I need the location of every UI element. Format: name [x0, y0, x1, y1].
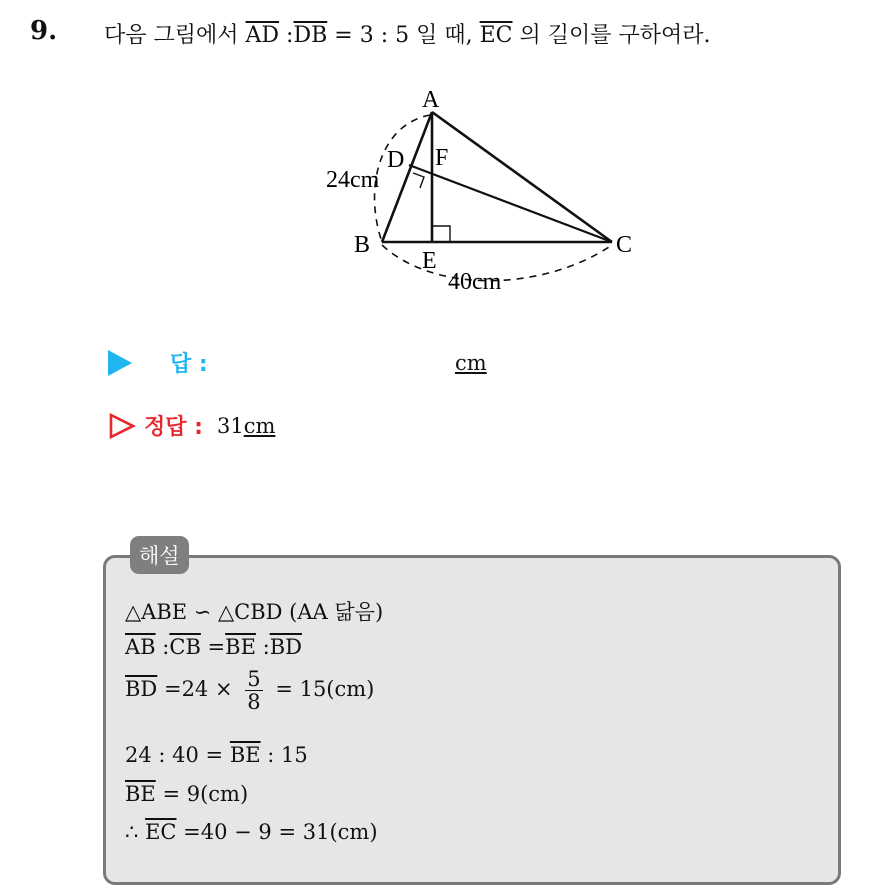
line3-pre: =24 × — [163, 677, 233, 701]
point-d: D — [387, 147, 405, 173]
triangle-figure — [316, 80, 656, 300]
right-angle-d — [413, 173, 424, 188]
segment-ad: $\overline{AD}$ — [245, 23, 280, 48]
side-ac — [432, 112, 612, 242]
solution-number: 31 — [216, 413, 244, 438]
arc-ab — [375, 115, 430, 242]
solution-row — [108, 410, 275, 441]
seg-bd: $\overline{BD}$ — [269, 635, 302, 659]
question-text — [104, 18, 711, 49]
point-e: E — [422, 248, 437, 274]
question-number: 9. — [30, 16, 58, 46]
fraction-numerator: 5 — [247, 667, 261, 691]
point-a: A — [422, 87, 440, 113]
solution-unit: cm — [243, 413, 276, 438]
answer-label: 답 : — [170, 352, 208, 377]
seg-bd-2: $\overline{BD}$ — [125, 677, 158, 701]
line3-post: = 15(cm) — [275, 677, 375, 701]
point-c: C — [616, 232, 633, 258]
outline-triangle-icon — [108, 412, 136, 440]
seg-be: $\overline{BE}$ — [225, 635, 256, 659]
segment-ec: $\overline{EC}$ — [479, 23, 513, 48]
triangle-diagram — [316, 80, 656, 300]
seg-cb: $\overline{CB}$ — [169, 635, 201, 659]
explanation-line-1: △ABE ∽ △CBD (AA 닮음) — [125, 600, 384, 624]
line5-post: = 9(cm) — [162, 782, 249, 806]
fraction-denominator: 8 — [247, 690, 261, 714]
solution-value — [217, 414, 275, 438]
line4-post: : 15 — [267, 743, 308, 767]
seg-ec-2: $\overline{EC}$ — [145, 820, 177, 844]
explanation-line-3 — [125, 668, 374, 713]
ratio-colon: : — [286, 23, 294, 48]
solution-label: 정답 : — [144, 415, 203, 440]
explanation-line-6 — [125, 820, 378, 844]
explanation-line-4 — [125, 743, 308, 767]
seg-be-2: $\overline{BE}$ — [229, 743, 261, 767]
answer-unit: cm — [455, 351, 487, 375]
line4-pre: 24 : 40 = — [125, 743, 224, 767]
question-prefix: 다음 그림에서 — [104, 23, 239, 48]
point-f: F — [435, 145, 449, 171]
play-triangle-icon — [108, 350, 132, 376]
explanation-tag: 해설 — [130, 536, 189, 574]
seg-ab: $\overline{AB}$ — [125, 635, 156, 659]
label-ab-length: 24cm — [326, 167, 380, 193]
explanation-line-5 — [125, 782, 248, 806]
fraction-5-8 — [245, 668, 262, 713]
segment-cd — [409, 165, 612, 242]
therefore-symbol: ∴ — [125, 820, 139, 844]
segment-db: $\overline{DB}$ — [293, 23, 328, 48]
label-bc-length: 40cm — [448, 269, 502, 295]
explanation-line-2: $\overline{AB}$ $:\overline{CB} =\overline{BE}$ $:\overline{BD}$ — [125, 635, 302, 659]
ratio-text: = 3 : 5 일 때, — [334, 23, 473, 48]
right-angle-e — [432, 226, 450, 242]
seg-be-3: $\overline{BE}$ — [125, 782, 156, 806]
answer-row — [108, 347, 208, 378]
point-b: B — [354, 232, 371, 258]
line6-post: =40 − 9 = 31(cm) — [183, 820, 378, 844]
question-suffix: 의 길이를 구하여라. — [519, 23, 711, 48]
